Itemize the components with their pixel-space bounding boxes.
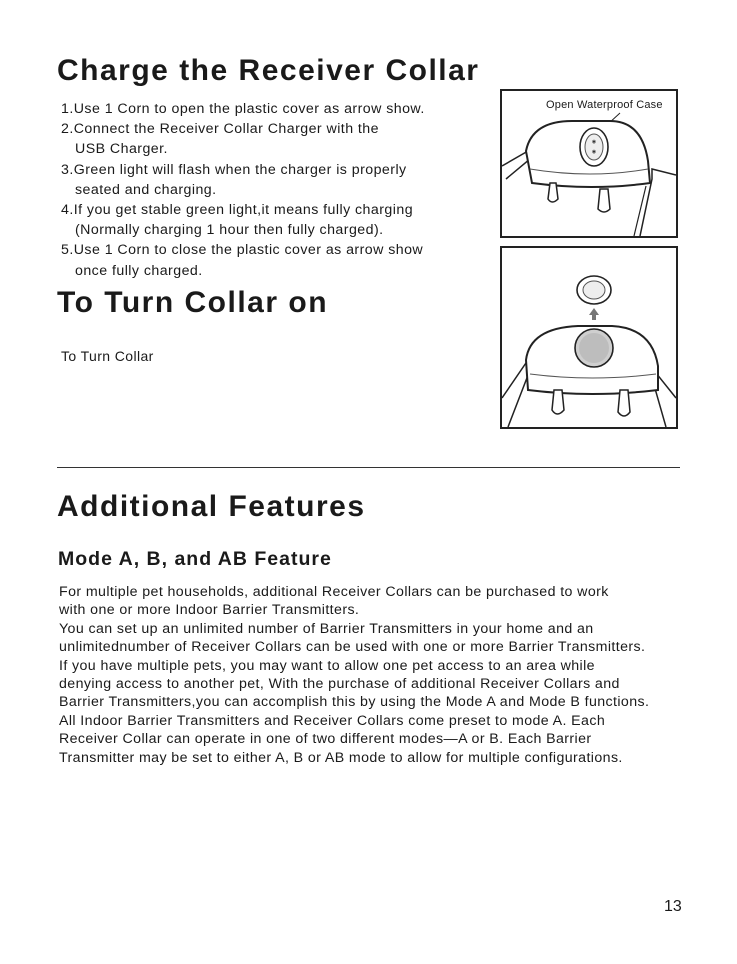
step-2-text: 2.Connect the Receiver Collar Charger with the bbox=[61, 121, 379, 138]
turn-on-heading: To Turn Collar on bbox=[57, 286, 329, 319]
paragraph-line: with one or more Indoor Barrier Transmitters. bbox=[59, 602, 360, 619]
collar-turn-on-illustration bbox=[502, 248, 676, 427]
step-2-continuation: USB Charger. bbox=[75, 141, 168, 158]
step-5-continuation: once fully charged. bbox=[75, 262, 203, 279]
page-number: 13 bbox=[664, 898, 682, 915]
paragraph-line: Receiver Collar can operate in one of two different modes—A or B. Each Barrier bbox=[59, 731, 592, 748]
charge-heading: Charge the Receiver Collar bbox=[57, 54, 480, 87]
svg-text:◉: ◉ bbox=[591, 149, 597, 155]
paragraph-line: You can set up an unlimited number of Barrier Transmitters in your home and an bbox=[59, 620, 594, 637]
paragraph-line: Transmitter may be set to either A, B or AB mode to allow for multiple configurations. bbox=[59, 749, 623, 766]
charge-steps-list bbox=[61, 99, 491, 281]
collar-open-case-illustration bbox=[502, 91, 676, 236]
paragraph-line: denying access to another pet, With the purchase of additional Receiver Collars and bbox=[59, 676, 620, 693]
paragraph-line: All Indoor Barrier Transmitters and Receiver Collars come preset to mode A. Each bbox=[59, 712, 606, 729]
paragraph-line: Barrier Transmitters,you can accomplish this by using the Mode A and Mode B functions. bbox=[59, 694, 650, 711]
step-5-text: 5.Use 1 Corn to close the plastic cover as arrow show bbox=[61, 242, 424, 259]
paragraph-line: unlimitednumber of Receiver Collars can be used with one or more Barrier Transmitters. bbox=[59, 639, 646, 656]
features-heading: Additional Features bbox=[57, 490, 366, 523]
list-item bbox=[61, 200, 491, 240]
figure-open-case bbox=[500, 89, 678, 238]
mode-feature-subheading: Mode A, B, and AB Feature bbox=[58, 548, 332, 570]
step-4-text: 4.If you get stable green light,it means fully charging bbox=[61, 202, 414, 219]
paragraph-line: For multiple pet households, additional Receiver Collars can be purchased to work bbox=[59, 584, 609, 600]
step-4-continuation: (Normally charging 1 hour then fully charged). bbox=[75, 222, 384, 239]
list-item bbox=[61, 119, 491, 159]
step-1-text: 1.Use 1 Corn to open the plastic cover as arrow show. bbox=[61, 101, 425, 117]
step-3-text: 3.Green light will flash when the charger is properly bbox=[61, 161, 407, 178]
mode-feature-paragraph bbox=[59, 583, 719, 767]
list-item bbox=[61, 240, 491, 280]
turn-on-subtext: To Turn Collar bbox=[61, 348, 154, 364]
figure-open-case-caption: Open Waterproof Case bbox=[546, 99, 663, 111]
step-3-continuation: seated and charging. bbox=[75, 181, 217, 198]
list-item bbox=[61, 99, 491, 119]
section-divider bbox=[57, 467, 680, 468]
paragraph-line: If you have multiple pets, you may want to allow one pet access to an area while bbox=[59, 657, 595, 674]
list-item bbox=[61, 160, 491, 200]
figure-turn-on bbox=[500, 246, 678, 429]
svg-text:◉: ◉ bbox=[591, 139, 597, 145]
